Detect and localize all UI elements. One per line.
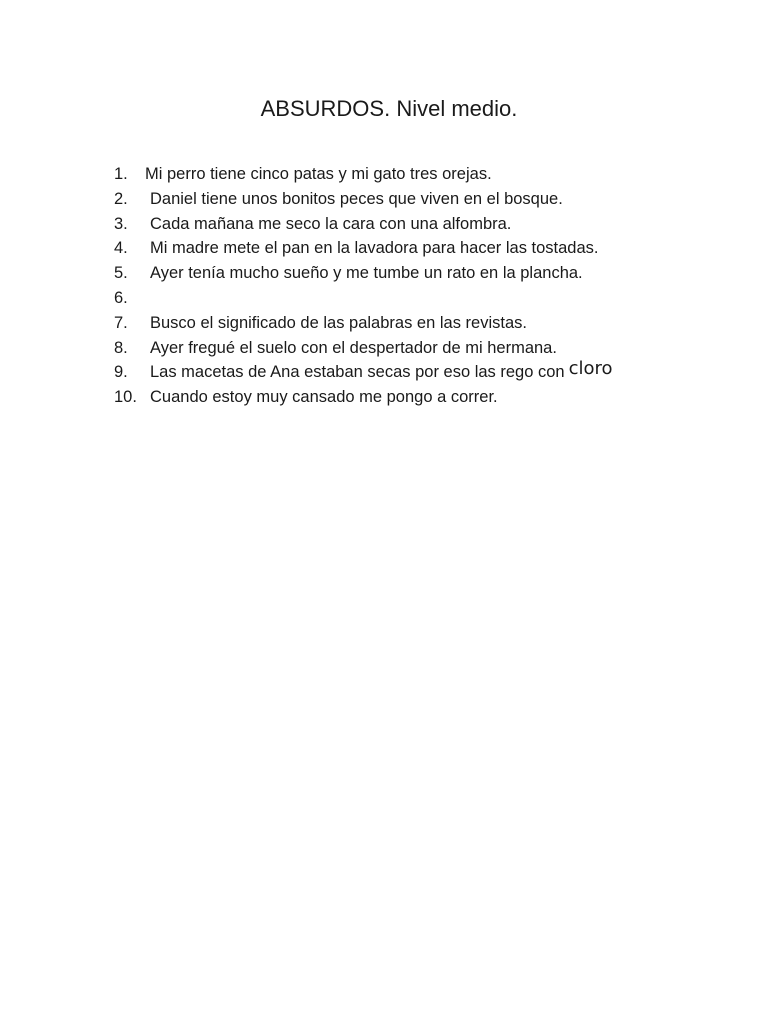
item-text: Las macetas de Ana estaban secas por eso las rego con — [150, 363, 565, 382]
list-item — [114, 261, 754, 286]
item-number: 2. — [114, 189, 128, 208]
item-number: 9. — [114, 363, 128, 382]
item-text: Ayer tenía mucho sueño y me tumbe un rato en la plancha. — [150, 264, 583, 283]
item-text: Ayer fregué el suelo con el despertador de mi hermana. — [150, 338, 557, 357]
item-text: Busco el significado de las palabras en las revistas. — [150, 313, 527, 332]
list-item — [114, 286, 754, 311]
list-item — [114, 212, 754, 237]
absurd-sentences-list — [114, 162, 754, 410]
list-item — [114, 360, 754, 385]
item-text: Cuando estoy muy cansado me pongo a correr. — [150, 388, 498, 407]
list-item — [114, 336, 754, 361]
item-text: Mi perro tiene cinco patas y mi gato tres orejas. — [145, 165, 492, 183]
item-text: Mi madre mete el pan en la lavadora para hacer las tostadas. — [150, 239, 599, 258]
list-item — [114, 311, 754, 336]
item-number: 4. — [114, 239, 128, 258]
document-title: ABSURDOS. Nivel medio. — [260, 96, 518, 121]
item-number: 1. — [114, 165, 128, 183]
list-item — [114, 385, 754, 410]
item-number: 5. — [114, 264, 128, 283]
item-number: 10. — [114, 388, 137, 407]
list-item — [114, 162, 754, 187]
item-number: 8. — [114, 338, 128, 357]
item-number: 7. — [114, 313, 128, 332]
item-inserted-word: cloro — [568, 358, 613, 380]
item-text: Daniel tiene unos bonitos peces que viven en el bosque. — [150, 189, 563, 208]
list-item — [114, 187, 754, 212]
item-text: Cada mañana me seco la cara con una alfombra. — [150, 214, 512, 233]
item-number: 6. — [114, 288, 128, 307]
item-number: 3. — [114, 214, 128, 233]
list-item — [114, 236, 754, 261]
